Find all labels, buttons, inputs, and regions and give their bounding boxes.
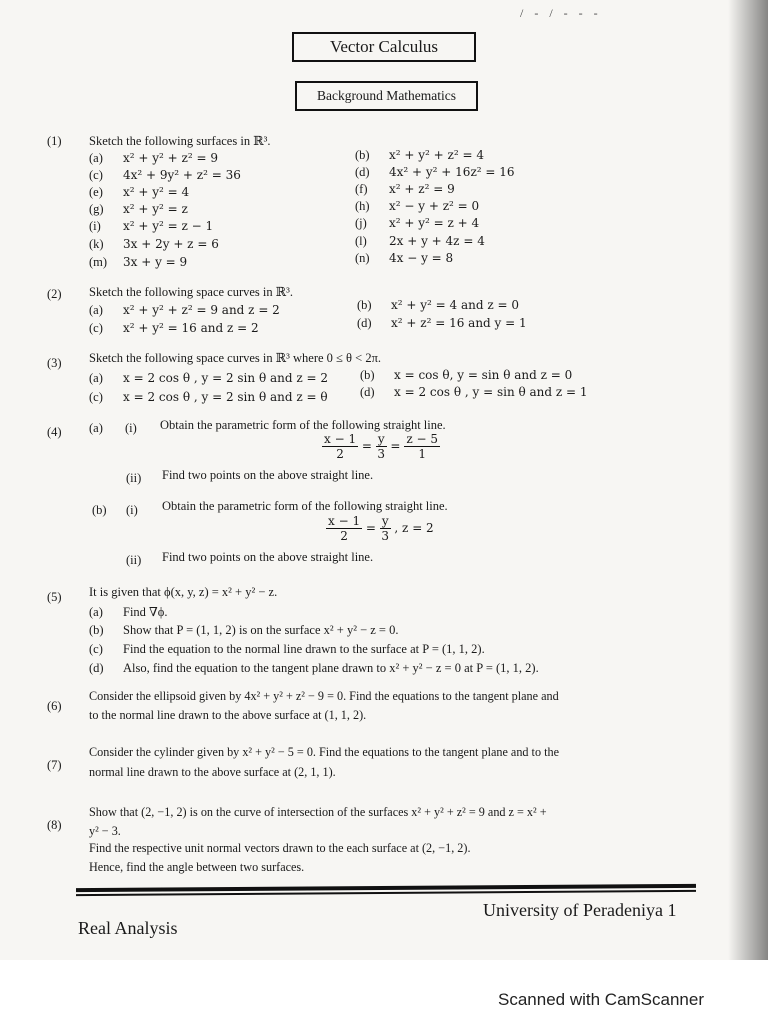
footer-course: Real Analysis xyxy=(78,918,178,938)
question-text: Find two points on the above straight line. xyxy=(162,550,374,564)
list-item: (c) Find the equation to the normal line drawn to the surface at P = (1, 1, 2). xyxy=(89,642,485,656)
list-item: (i) x² + y² = z − 1 xyxy=(89,219,214,233)
part-label: (b) xyxy=(92,503,107,517)
list-item: (a) x = 2 cos θ , y = 2 sin θ and z = 2 xyxy=(89,371,328,385)
question-number: (2) xyxy=(47,287,62,301)
question-text: Obtain the parametric form of the following straight line. xyxy=(160,418,446,432)
list-item: (b) x² + y² + z² = 4 xyxy=(355,148,484,162)
page-subtitle: Background Mathematics xyxy=(295,81,478,111)
question-number: (5) xyxy=(47,590,62,604)
question-stem: Sketch the following space curves in ℝ³. xyxy=(89,285,294,299)
top-marks: / ‑ / ‑ ‑ ‑ xyxy=(520,6,602,20)
list-item: (e) x² + y² = 4 xyxy=(89,185,190,199)
scan-shadow xyxy=(728,0,768,1024)
question-text: Obtain the parametric form of the following straight line. xyxy=(162,499,448,513)
list-item: (l) 2x + y + 4z = 4 xyxy=(355,234,485,248)
list-item: (a) x² + y² + z² = 9 and z = 2 xyxy=(89,303,280,317)
list-item: (n) 4x − y = 8 xyxy=(355,251,454,265)
list-item: (c) x² + y² = 16 and z = 2 xyxy=(89,321,259,335)
question-number: (6) xyxy=(47,699,62,713)
question-text: Consider the cylinder given by x² + y² − 5 = 0. Find the equations to the tangent plane and to the xyxy=(89,745,559,759)
line-equation: $\frac{x - 1}{2}$ = $\frac{y}{3}$ , z = 2 xyxy=(328,514,434,543)
list-item: (m) 3x + y = 9 xyxy=(89,255,188,269)
list-item: (b) Show that P = (1, 1, 2) is on the surface x² + y² − z = 0. xyxy=(89,623,399,637)
list-item: (g) x² + y² = z xyxy=(89,202,188,216)
question-text: Hence, find the angle between two surfaces. xyxy=(89,860,305,874)
list-item: (b) x = cos θ, y = sin θ and z = 0 xyxy=(360,368,573,382)
subpart-label: (ii) xyxy=(126,471,142,485)
question-text: to the normal line drawn to the above surface at (1, 1, 2). xyxy=(89,708,367,722)
question-number: (4) xyxy=(47,425,62,439)
question-stem: It is given that ϕ(x, y, z) = x² + y² − z. xyxy=(89,585,278,599)
list-item: (a) x² + y² + z² = 9 xyxy=(89,151,218,165)
question-number: (1) xyxy=(47,134,62,148)
footer-university: University of Peradeniya 1 xyxy=(483,900,677,920)
scanner-watermark: Scanned with CamScanner xyxy=(498,990,705,1009)
list-item: (h) x² − y + z² = 0 xyxy=(355,199,480,213)
list-item: (c) 4x² + 9y² + z² = 36 xyxy=(89,168,241,182)
subpart-label: (ii) xyxy=(126,553,142,567)
part-label: (a) xyxy=(89,421,103,435)
question-number: (3) xyxy=(47,356,62,370)
question-text: Find the respective unit normal vectors drawn to the each surface at (2, −1, 2). xyxy=(89,841,471,855)
question-text: normal line drawn to the above surface at (2, 1, 1). xyxy=(89,765,336,779)
question-stem: Sketch the following space curves in ℝ³ where 0 ≤ θ < 2π. xyxy=(89,351,382,365)
list-item: (j) x² + y² = z + 4 xyxy=(355,216,480,230)
list-item: (k) 3x + 2y + z = 6 xyxy=(89,237,219,251)
page-title: Vector Calculus xyxy=(292,32,476,62)
question-text: Find two points on the above straight line. xyxy=(162,468,374,482)
list-item: (a) Find ∇ϕ. xyxy=(89,605,168,619)
question-text: Consider the ellipsoid given by 4x² + y² + z² − 9 = 0. Find the equations to the tangent plane and xyxy=(89,689,559,703)
line-equation: $\frac{x - 1}{2}$ = $\frac{y}{3}$ = $\frac{z - 5}{1}$ xyxy=(324,432,438,461)
list-item: (d) 4x² + y² + 16z² = 16 xyxy=(355,165,515,179)
list-item: (b) x² + y² = 4 and z = 0 xyxy=(357,298,520,312)
question-text: y² − 3. xyxy=(89,824,121,838)
question-number: (7) xyxy=(47,758,62,772)
list-item: (f) x² + z² = 9 xyxy=(355,182,455,196)
question-stem: Sketch the following surfaces in ℝ³. xyxy=(89,134,271,148)
list-item: (d) x = 2 cos θ , y = sin θ and z = 1 xyxy=(360,385,588,399)
list-item: (c) x = 2 cos θ , y = 2 sin θ and z = θ xyxy=(89,390,328,404)
question-number: (8) xyxy=(47,818,62,832)
list-item: (d) Also, find the equation to the tangent plane drawn to x² + y² − z = 0 at P = (1, 1, 2). xyxy=(89,661,539,675)
list-item: (d) x² + z² = 16 and y = 1 xyxy=(357,316,527,330)
subpart-label: (i) xyxy=(125,421,137,435)
subpart-label: (i) xyxy=(126,503,138,517)
question-text: Show that (2, −1, 2) is on the curve of intersection of the surfaces x² + y² + z² = 9 and z = x² + xyxy=(89,805,547,819)
